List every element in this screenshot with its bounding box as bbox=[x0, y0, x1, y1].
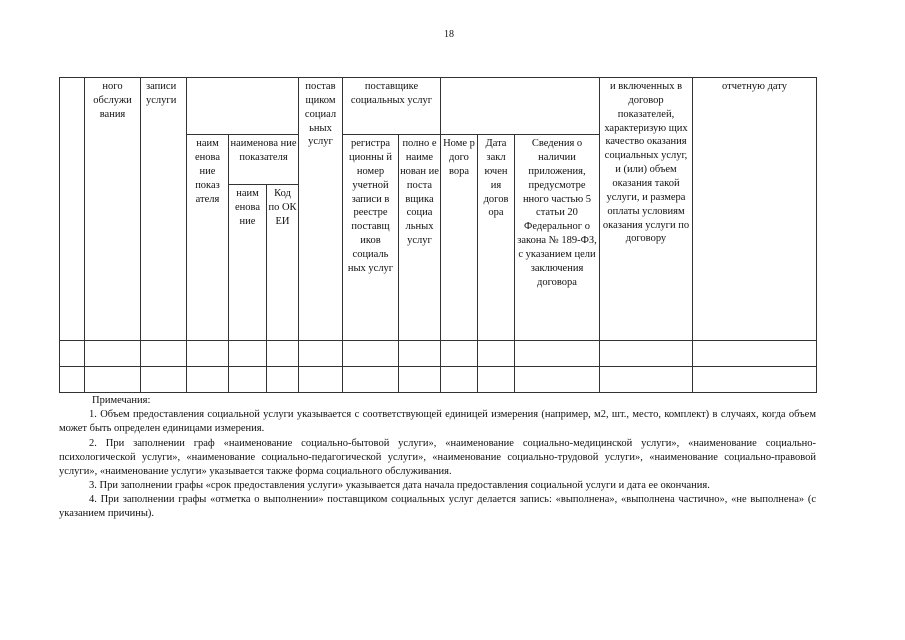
table-row bbox=[60, 366, 817, 392]
notes-title: Примечания: bbox=[92, 395, 151, 406]
header-otchetnaya-data: отчетную дату bbox=[693, 78, 817, 341]
note-item: 2. При заполнении граф «наименование социально-бытовой услуги», «наименование социально-медицинской услуги», «наименование социально-психологической услуги», «наименование социально-педагогической услуги», «наименование социально-трудовой услуги», «наименование социально-правовой услуги», «наименование услуги» указывается также форма социального обслуживания. bbox=[59, 437, 816, 477]
header-obsluzhivaniya: ного обслужи вания bbox=[85, 78, 141, 341]
header-naimenovanie-pokazatelya: наименова ние показателя bbox=[229, 135, 299, 185]
header-naim-pokazatelya: наим енова ние показ ателя bbox=[187, 135, 229, 341]
header-data-dogovora: Дата закл ючен ия догов ора bbox=[478, 135, 515, 341]
header-vklyuchennyh: и включенных в договор показателей, характеризую щих качество оказания социальных услуг, и (или) объем оказания такой услуги, и размера оплаты условиям оказания услуги по договору bbox=[600, 78, 693, 341]
note-item: 3. При заполнении графы «срок предоставления услуги» указывается дата начала предоставления социальной услуги и дата ее окончания. bbox=[89, 480, 710, 492]
table-row bbox=[60, 340, 817, 366]
header-naimenovanie: наим енова ние bbox=[229, 185, 267, 340]
service-record-table bbox=[59, 77, 817, 393]
header-empty-dogovor bbox=[441, 78, 600, 135]
header-nomer-dogovora: Номе р дого вора bbox=[441, 135, 478, 341]
header-postavshchikom: постав щиком социал ьных услуг bbox=[299, 78, 343, 341]
notes-section bbox=[59, 394, 816, 522]
header-postavshchike: поставщике социальных услуг bbox=[343, 78, 441, 135]
page-number: 18 bbox=[444, 29, 454, 40]
header-empty-pokazatel bbox=[187, 78, 299, 135]
header-kod-okei: Код по ОК ЕИ bbox=[267, 185, 299, 340]
note-item: 4. При заполнении графы «отметка о выполнении» поставщиком социальных услуг делается запись: «выполнена», «выполнена частично», «не выполнена» (с указанием причины). bbox=[59, 494, 816, 520]
empty-index-cell bbox=[60, 78, 85, 341]
header-zapisi-uslugi: записи услуги bbox=[141, 78, 187, 341]
header-reg-nomer: регистра ционны й номер учетной записи в реестре поставщ иков социаль ных услуг bbox=[343, 135, 399, 341]
header-svedeniya: Сведения о наличии приложения, предусмотре нного частью 5 статьи 20 Федеральног о закона № 189-ФЗ, с указанием цели заключения договора bbox=[515, 135, 600, 341]
header-polnoe-naimenovanie: полно е наиме нован ие поста вщика социа льных услуг bbox=[399, 135, 441, 341]
note-item: 1. Объем предоставления социальной услуги указывается с соответствующей единицей измерения (например, м2, шт., место, комплект) в случаях, когда объем может быть определен единицами измерения. bbox=[59, 409, 816, 435]
